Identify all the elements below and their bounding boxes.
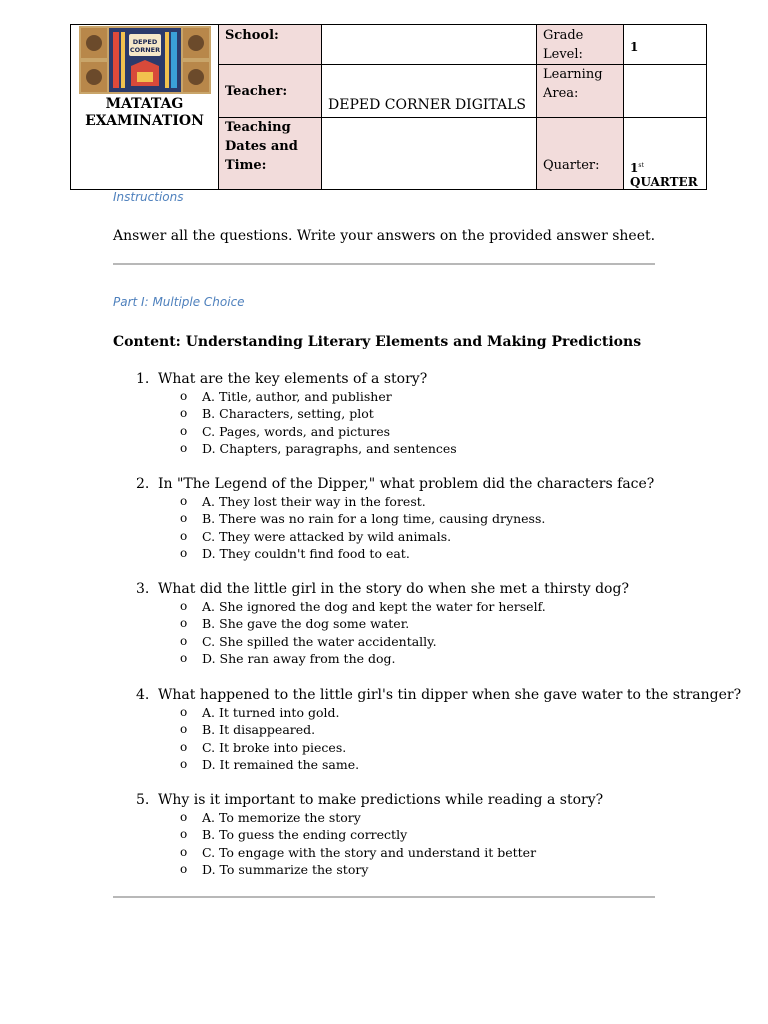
option-4b-text: B. It disappeared.: [202, 722, 316, 738]
question-1-number: 1.: [136, 371, 150, 387]
option-1a-text: A. Title, author, and publisher: [202, 389, 392, 404]
exam-title-line2: EXAMINATION: [85, 113, 204, 129]
bullet-icon: o: [180, 810, 188, 824]
bullet-icon: o: [180, 827, 188, 842]
bullet-icon: o: [180, 650, 188, 665]
question-4-text: What happened to the little girl's tin dipper when she gave water to the stranger?: [158, 687, 742, 703]
option-1b[interactable]: [136, 405, 696, 422]
option-2a-text: A. They lost their way in the forest.: [202, 494, 426, 509]
question-5-text: Why is it important to make predictions while reading a story?: [158, 792, 604, 808]
option-1b-text: B. Characters, setting, plot: [202, 406, 374, 422]
teaching-dates-label-line2: Dates and: [225, 139, 298, 154]
bullet-icon: o: [180, 844, 188, 859]
learning-area-label-cell: [537, 65, 624, 118]
teaching-dates-value-cell[interactable]: [322, 118, 537, 190]
option-5d[interactable]: [136, 861, 696, 878]
option-4a-text: A. It turned into gold.: [202, 705, 340, 720]
question-4-text-row: [136, 687, 742, 704]
option-4b[interactable]: [136, 721, 696, 738]
option-3a-text: A. She ignored the dog and kept the water for herself.: [202, 599, 546, 614]
question-2-text-row: [136, 476, 696, 493]
bullet-icon: o: [180, 861, 188, 876]
bullet-icon: o: [180, 545, 188, 560]
bullet-icon: o: [180, 389, 188, 403]
option-1c-text: C. Pages, words, and pictures: [202, 423, 391, 439]
option-5a[interactable]: [136, 809, 696, 826]
quarter-value: [624, 118, 706, 189]
bullet-icon: o: [180, 756, 188, 771]
option-1d[interactable]: [136, 440, 696, 457]
bullet-icon: o: [180, 406, 188, 421]
question-4: [136, 687, 742, 773]
teaching-dates-label-line3: Time:: [225, 158, 267, 173]
option-1d-text: D. Chapters, paragraphs, and sentences: [202, 440, 457, 456]
grade-level-value-cell[interactable]: [624, 25, 707, 65]
quarter-value-cell[interactable]: [624, 118, 707, 190]
teacher-label: Teacher:: [225, 84, 288, 99]
exam-title-line1: MATATAG: [105, 96, 184, 112]
option-2d[interactable]: [136, 545, 696, 562]
deped-corner-logo: [79, 26, 211, 94]
grade-level-label-cell: [537, 25, 624, 65]
school-label: School:: [225, 28, 279, 43]
question-1: [136, 371, 696, 457]
option-2a[interactable]: [136, 493, 696, 510]
bullet-icon: o: [180, 616, 188, 631]
quarter-value-num: 1: [630, 161, 639, 175]
teacher-label-cell: [219, 65, 322, 118]
exam-title: [71, 96, 218, 130]
option-3b-text: B. She gave the dog some water.: [202, 616, 410, 632]
option-3b[interactable]: [136, 615, 696, 632]
option-4c[interactable]: [136, 739, 696, 756]
header-table: [70, 24, 707, 190]
question-1-text: What are the key elements of a story?: [158, 371, 428, 387]
option-3c[interactable]: [136, 633, 696, 650]
question-2: [136, 476, 696, 562]
option-4c-text: C. It broke into pieces.: [202, 739, 347, 755]
question-3: [136, 581, 696, 667]
teacher-value: DEPED CORNER DIGITALS: [328, 97, 526, 113]
question-2-text: In "The Legend of the Dipper," what problem did the characters face?: [158, 476, 655, 492]
instructions-heading: Instructions: [113, 190, 184, 204]
bullet-icon: o: [180, 633, 188, 648]
learning-area-label-line1: Learning: [543, 67, 603, 82]
question-1-text-row: [136, 371, 696, 388]
instructions-text: Answer all the questions. Write your answers on the provided answer sheet.: [113, 228, 656, 244]
option-5c[interactable]: [136, 844, 696, 861]
question-5: [136, 792, 696, 878]
option-3d-text: D. She ran away from the dog.: [202, 650, 396, 666]
bullet-icon: o: [180, 423, 188, 438]
question-5-options: [136, 809, 696, 878]
part1-heading: Part I: Multiple Choice: [113, 295, 245, 309]
question-3-text-row: [136, 581, 696, 598]
question-3-options: [136, 598, 696, 667]
learning-area-label-line2: Area:: [543, 86, 579, 101]
question-3-number: 3.: [136, 581, 150, 597]
quarter-value-word: QUARTER: [630, 175, 698, 189]
grade-level-label: Grade Level:: [543, 28, 584, 62]
school-label-cell: [219, 25, 322, 65]
option-5a-text: A. To memorize the story: [202, 810, 361, 825]
option-2c[interactable]: [136, 528, 696, 545]
teaching-dates-label-line1: Teaching: [225, 120, 291, 135]
learning-area-value-cell[interactable]: [624, 65, 707, 118]
option-2b-text: B. There was no rain for a long time, causing dryness.: [202, 511, 546, 527]
bullet-icon: o: [180, 722, 188, 737]
option-2d-text: D. They couldn't find food to eat.: [202, 545, 410, 561]
option-5b[interactable]: [136, 826, 696, 843]
question-4-number: 4.: [136, 687, 150, 703]
option-3a[interactable]: [136, 598, 696, 615]
question-1-options: [136, 388, 696, 457]
option-4a[interactable]: [136, 704, 696, 721]
option-5b-text: B. To guess the ending correctly: [202, 827, 408, 843]
quarter-label: Quarter:: [543, 158, 600, 173]
option-1a[interactable]: [136, 388, 696, 405]
teaching-dates-label-cell: [219, 118, 322, 190]
bullet-icon: o: [180, 494, 188, 508]
quarter-label-cell: [537, 118, 624, 190]
content-title: Content: Understanding Literary Elements and Making Predictions: [113, 334, 642, 350]
question-4-options: [136, 704, 696, 773]
bullet-icon: o: [180, 440, 188, 455]
question-5-number: 5.: [136, 792, 150, 808]
logo-text-line2: CORNER: [129, 46, 160, 54]
question-3-text: What did the little girl in the story do when she met a thirsty dog?: [158, 581, 629, 597]
bullet-icon: o: [180, 739, 188, 754]
question-2-options: [136, 493, 696, 562]
school-value-cell[interactable]: [322, 25, 537, 65]
divider-top: [113, 263, 655, 265]
quarter-value-sup: st: [638, 162, 644, 169]
option-4d[interactable]: [136, 756, 696, 773]
option-5d-text: D. To summarize the story: [202, 861, 369, 877]
option-3c-text: C. She spilled the water accidentally.: [202, 633, 437, 649]
bullet-icon: o: [180, 599, 188, 613]
question-2-number: 2.: [136, 476, 150, 492]
option-1c[interactable]: [136, 423, 696, 440]
option-5c-text: C. To engage with the story and understand it better: [202, 844, 537, 860]
bullet-icon: o: [180, 705, 188, 719]
logo-text-line1: DEPED: [132, 38, 157, 46]
question-5-text-row: [136, 792, 696, 809]
bullet-icon: o: [180, 511, 188, 526]
option-3d[interactable]: [136, 650, 696, 667]
option-4d-text: D. It remained the same.: [202, 756, 360, 772]
option-2c-text: C. They were attacked by wild animals.: [202, 528, 452, 544]
divider-bottom: [113, 896, 655, 898]
grade-level-value: 1: [630, 40, 639, 54]
option-2b[interactable]: [136, 510, 696, 527]
logo-cell: [71, 25, 219, 190]
bullet-icon: o: [180, 528, 188, 543]
teacher-value-cell[interactable]: [322, 65, 537, 118]
